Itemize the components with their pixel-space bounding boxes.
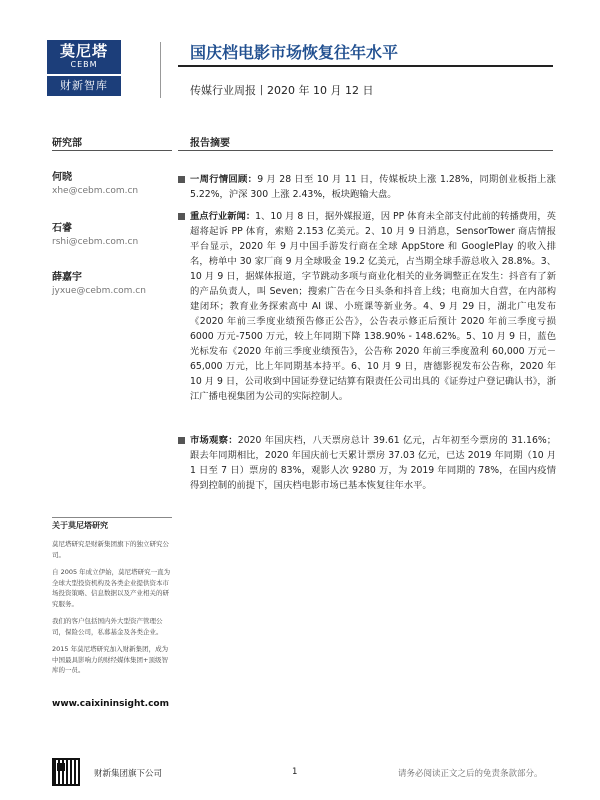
header-divider <box>160 42 161 98</box>
bullet-text: 1、10 月 8 日，据外媒报道，因 PP 体育未全部支付此前的转播费用，英超将起诉 PP 体育，索赔 2.153 亿美元。2、10 月 9 日消息，SensorTower 商店情报平台显示，2020 年 9 月中国手游发行商在全球 AppStore 和 GooglePlay 的收入排名，榜单中 30 家厂商 9 月全球吸金 19.2 亿美元，占当期全球手游总收入 28.8%。3、10 月 9 日，据媒体报道，字节跳动多项与商业化相关的业务调整正在发生：抖音有了新的产品负责人，叫 Seven；搜索广告在今日头条和抖音上线；电商加大自营，在内部构建闭环；教育业务探索高中 AI 课、小班课等新业务。4、9 月 29 日，湖北广电发布《2020 年前三季度业绩预告修正公告》，公告表示修正后预计 2020 年前三季度亏损 6000 万元-7500 万元，较上年同期下降 138.90% - 148.62%。5、10 月 9 日，蓝色光标发布《2020 年前三季度业绩预告》，公告称 2020 年前三季度盈利 60,000 万元－65,000 万元，比上年同期基本持平。6、10 月 9 日，唐德影视发布公告称，2020 年 10 月 9 日，公司收到中国证券登记结算有限责任公司出具的《证券过户登记确认书》，浙江广播电视集团为公司的实际控制人。 <box>190 211 556 402</box>
summary-bullet <box>190 209 556 404</box>
bullet-text: 2020 年国庆档，八天票房总计 39.61 亿元，占年初至今票房的 31.16%；跟去年同期相比，2020 年国庆前七天累计票房 37.03 亿元，已达 2019 年同期（10 月 1 日至 7 日）票房的 83%，观影人次 9280 万，为 2019 年同期的 78%，在国内疫情得到控制的前提下，国庆档电影市场已基本恢复往年水平。 <box>190 435 556 491</box>
summary-heading: 报告摘要 <box>190 138 230 149</box>
footer-company: 财新集团旗下公司 <box>94 769 163 779</box>
about-section <box>52 520 172 683</box>
page-number: 1 <box>292 767 298 777</box>
analyst-name: 石睿 <box>52 223 72 234</box>
logo-subbrand: 财新智库 <box>47 76 121 96</box>
analyst-card <box>52 222 138 249</box>
summary-section-rule <box>178 150 553 151</box>
qr-code-icon <box>52 758 80 786</box>
report-title: 国庆档电影市场恢复往年水平 <box>190 43 399 62</box>
research-dept-heading: 研究部 <box>52 138 82 149</box>
analyst-name: 薛嘉宇 <box>52 272 82 283</box>
about-paragraph: 我们的客户包括国内外大型资产管理公司，保险公司，私募基金及各类企业。 <box>52 617 163 636</box>
analyst-email[interactable]: xhe@cebm.com.cn <box>52 186 139 196</box>
website-link[interactable]: www.caixininsight.com <box>52 699 169 709</box>
analyst-name: 何晓 <box>52 172 72 183</box>
logo-top-block <box>47 40 121 74</box>
summary-bullet <box>190 433 556 493</box>
bullet-square-icon <box>178 437 185 444</box>
bullet-label: 市场观察： <box>190 435 238 446</box>
logo-chinese-name: 莫尼塔 <box>59 42 108 60</box>
about-paragraph: 自 2005 年成立伊始，莫尼塔研究一直为全球大型投资机构及各类企业提供资本市场投资策略、信息数据以及产业相关的研究服务。 <box>52 568 171 608</box>
report-subtitle: 传媒行业周报丨2020 年 10 月 12 日 <box>190 84 374 97</box>
analyst-card <box>52 171 138 198</box>
left-section-rule <box>52 150 172 151</box>
logo-english-name: CEBM <box>70 60 98 69</box>
footer-disclaimer: 请务必阅读正文之后的免责条款部分。 <box>398 769 543 779</box>
analyst-email[interactable]: jyxue@cebm.com.cn <box>52 286 146 296</box>
bullet-text: 9 月 28 日至 10 月 11 日，传媒板块上涨 1.28%，同期创业板指上涨 5.22%，沪深 300 上涨 2.43%，板块跑输大盘。 <box>190 174 556 200</box>
analyst-email[interactable]: rshi@cebm.com.cn <box>52 237 139 247</box>
bullet-label: 重点行业新闻： <box>190 211 256 222</box>
about-title: 关于莫尼塔研究 <box>52 521 108 530</box>
about-rule <box>52 517 172 518</box>
title-rule <box>178 65 553 67</box>
analyst-card <box>52 271 146 298</box>
about-paragraph: 莫尼塔研究是财新集团旗下的独立研究公司。 <box>52 540 169 559</box>
about-paragraph: 2015 年莫尼塔研究加入财新集团，成为中国最具影响力的财经媒体集团+顶级智库的一员。 <box>52 645 169 674</box>
summary-bullet <box>190 172 556 202</box>
cebm-logo <box>47 40 121 96</box>
bullet-label: 一周行情回顾： <box>190 174 258 185</box>
bullet-square-icon <box>178 176 185 183</box>
bullet-square-icon <box>178 213 185 220</box>
